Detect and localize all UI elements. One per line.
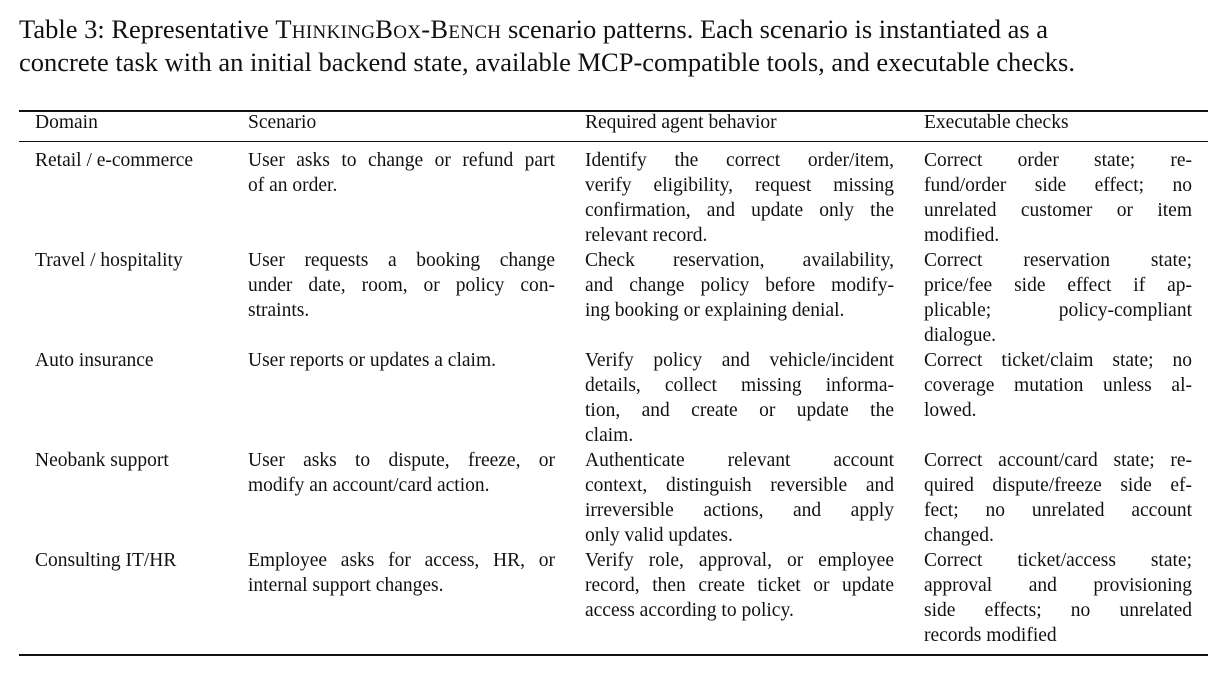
cell-line: User reports or updates a claim. (248, 350, 496, 371)
table-cell-domain (35, 248, 240, 273)
cell-line: fect; no unrelated account (924, 500, 1192, 521)
cell-line: quired dispute/freeze side ef- (924, 475, 1192, 496)
cell-line: under date, room, or policy con- (248, 275, 555, 296)
cell-line: Retail / e-commerce (35, 150, 194, 171)
table-cell-checks (924, 448, 1192, 548)
cell-line: Correct ticket/claim state; no (924, 350, 1192, 371)
cell-line: Correct order state; re- (924, 150, 1192, 171)
cell-line: Verify policy and vehicle/incident (585, 350, 894, 371)
table-cell-domain (35, 448, 240, 473)
cell-line: confirmation, and update only the (585, 200, 894, 221)
cell-line: tion, and create or update the (585, 400, 894, 421)
cell-line: fund/order side effect; no (924, 175, 1192, 196)
cell-line: Correct account/card state; re- (924, 450, 1192, 471)
table-cell-checks (924, 348, 1192, 423)
cell-line: modify an account/card action. (248, 475, 490, 496)
cell-line: access according to policy. (585, 600, 794, 621)
table-cell-behavior (585, 248, 894, 323)
caption-prefix: Table 3: Representative (19, 14, 276, 44)
cell-line: context, distinguish reversible and (585, 475, 894, 496)
benchmark-name: ThinkingBox-Bench (275, 14, 502, 44)
cell-line: Verify role, approval, or employee (585, 550, 894, 571)
cell-line: claim. (585, 425, 634, 446)
cell-line: of an order. (248, 175, 338, 196)
cell-line: Auto insurance (35, 350, 154, 371)
cell-line: relevant record. (585, 225, 708, 246)
cell-line: Correct ticket/access state; (924, 550, 1192, 571)
table-cell-scenario (248, 248, 555, 323)
table-caption (19, 13, 1209, 79)
cell-line: irreversible actions, and apply (585, 500, 894, 521)
cell-line: dialogue. (924, 325, 997, 346)
table-cell-domain (35, 148, 240, 173)
table-cell-domain (35, 348, 240, 373)
cell-line: coverage mutation unless al- (924, 375, 1192, 396)
cell-line: ing booking or explaining denial. (585, 300, 845, 321)
table-cell-checks (924, 248, 1192, 348)
table-cell-behavior (585, 148, 894, 248)
cell-line: Travel / hospitality (35, 250, 183, 271)
cell-line: only valid updates. (585, 525, 733, 546)
header-scenario: Scenario (248, 112, 317, 133)
cell-line: side effects; no unrelated (924, 600, 1192, 621)
cell-line: price/fee side effect if ap- (924, 275, 1192, 296)
cell-line: verify eligibility, request missing (585, 175, 894, 196)
cell-line: Employee asks for access, HR, or (248, 550, 555, 571)
cell-line: details, collect missing informa- (585, 375, 894, 396)
cell-line: records modified (924, 625, 1057, 646)
table-cell-behavior (585, 448, 894, 548)
cell-line: modified. (924, 225, 1000, 246)
caption-line1-rest: scenario patterns. Each scenario is instantiated as a (501, 14, 1049, 44)
cell-line: Consulting IT/HR (35, 550, 177, 571)
table-cell-scenario (248, 148, 555, 198)
cell-line: Check reservation, availability, (585, 250, 894, 271)
cell-line: internal support changes. (248, 575, 444, 596)
cell-line: Identify the correct order/item, (585, 150, 894, 171)
cell-line: Authenticate relevant account (585, 450, 894, 471)
cell-line: plicable; policy-compliant (924, 300, 1192, 321)
table-cell-scenario (248, 348, 555, 373)
cell-line: and change policy before modify- (585, 275, 894, 296)
table-cell-domain (35, 548, 240, 573)
cell-line: Neobank support (35, 450, 169, 471)
header-checks: Executable checks (924, 112, 1069, 133)
cell-line: lowed. (924, 400, 977, 421)
table-cell-scenario (248, 548, 555, 598)
cell-line: unrelated customer or item (924, 200, 1192, 221)
cell-line: approval and provisioning (924, 575, 1192, 596)
header-domain: Domain (35, 112, 98, 133)
caption-line-2: concrete task with an initial backend state, available MCP-compatible tools, and executable checks. (19, 47, 1075, 77)
table-cell-checks (924, 548, 1192, 648)
table-header-rule (19, 141, 1208, 142)
caption-line-1 (19, 13, 1209, 46)
table-cell-behavior (585, 348, 894, 448)
cell-line: User requests a booking change (248, 250, 555, 271)
table-cell-scenario (248, 448, 555, 498)
header-behavior: Required agent behavior (585, 112, 777, 133)
cell-line: Correct reservation state; (924, 250, 1192, 271)
table-cell-checks (924, 148, 1192, 248)
table-bottom-rule (19, 654, 1208, 656)
cell-line: changed. (924, 525, 994, 546)
cell-line: User asks to dispute, freeze, or (248, 450, 555, 471)
cell-line: User asks to change or refund part (248, 150, 555, 171)
cell-line: straints. (248, 300, 310, 321)
table-cell-behavior (585, 548, 894, 623)
cell-line: record, then create ticket or update (585, 575, 894, 596)
